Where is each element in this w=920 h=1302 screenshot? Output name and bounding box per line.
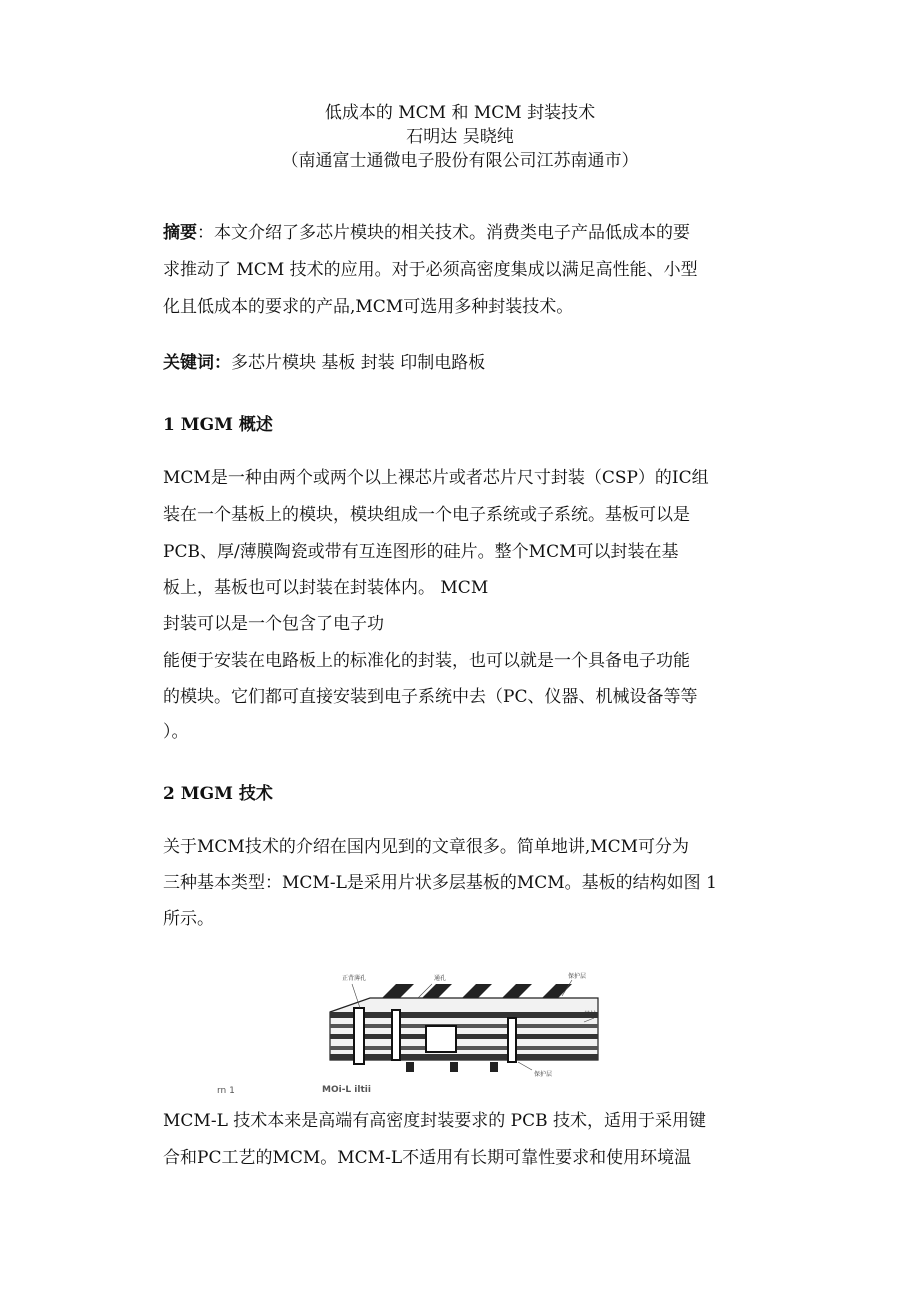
paragraph-line: 装在一个基板上的模块，模块组成一个电子系统或子系统。基板可以是 [163,505,690,525]
abstract-label: 摘要 [163,223,197,243]
paragraph-line: 三种基本类型：MCM-L是采用片状多层基板的MCM。基板的结构如图 1 [163,873,717,893]
paragraph-line: 封装可以是一个包含了电子功 [163,614,384,634]
figure-caption: MOi-L iltii [322,1085,371,1095]
substrate-diagram [322,968,604,1088]
document-authors: 石明达 吴晓纯 [406,127,514,147]
figure-number: rn 1 [217,1086,235,1096]
figure-label: 保护层 [534,1071,553,1078]
section-1-heading: 1 MGM 概述 [163,415,273,435]
figure-mcm-l-substrate [322,968,604,1088]
abstract-line: 化且低成本的要求的产品,MCM可选用多种封装技术。 [163,297,574,317]
keywords-sep: ： [214,353,231,373]
figure-label: 保护层 [568,973,587,980]
figure-label: 正背薄孔 [342,975,367,982]
keywords-label: 关键词 [163,353,214,373]
paragraph-line: MCM-L 技术本来是高端有高密度封装要求的 PCB 技术，适用于采用键 [163,1111,707,1131]
paragraph-line: 关于MCM技术的介绍在国内见到的文章很多。简单地讲,MCM可分为 [163,837,690,857]
keywords-line [163,350,485,376]
abstract-line: 求推动了 MCM 技术的应用。对于必须高密度集成以满足高性能、小型 [163,260,698,280]
paragraph-line: 的模块。它们都可直接安装到电子系统中去（PC、仪器、机械设备等等 [163,687,698,707]
abstract-text: 本文介绍了多芯片模块的相关技术。消费类电子产品低成本的要 [214,223,690,243]
paragraph-line: MCM是一种由两个或两个以上裸芯片或者芯片尺寸封装（CSP）的IC组 [163,468,709,488]
document-title: 低成本的 MCM 和 MCM 封装技术 [324,103,596,123]
section-2-heading: 2 MGM 技术 [163,784,273,804]
paragraph-line: 板上，基板也可以封装在封装体内。 MCM [163,578,489,598]
abstract-sep: ： [197,223,214,243]
document-affiliation: （南通富士通微电子股份有限公司江苏南通市） [281,151,639,171]
abstract-line [163,220,690,246]
keywords-text: 多芯片模块 基板 封装 印制电路板 [231,353,486,373]
paragraph-line: ）。 [163,722,189,742]
paragraph-line: 合和PC工艺的MCM。MCM-L不适用有长期可靠性要求和使用环境温 [163,1148,692,1168]
paragraph-line: 所示。 [163,909,214,929]
paragraph-line: PCB、厚/薄膜陶瓷或带有互连图形的硅片。整个MCM可以封装在基 [163,542,679,562]
figure-label: 通孔 [434,975,447,982]
figure-label: 基材 [584,1011,597,1018]
paragraph-line: 能便于安装在电路板上的标准化的封装，也可以就是一个具备电子功能 [163,651,690,671]
